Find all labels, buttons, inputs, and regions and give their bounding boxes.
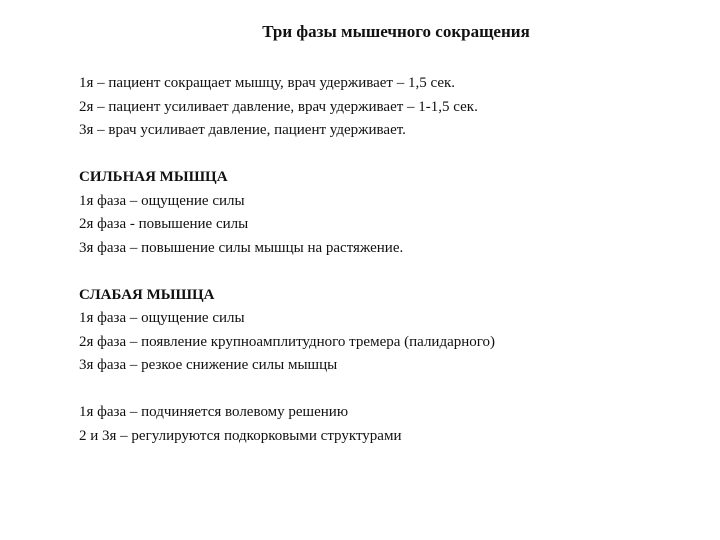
phase-line-3: 3я – врач усиливает давление, пациент удерживает. <box>79 122 406 138</box>
spacer <box>79 378 699 402</box>
regulation-line-2: 2 и 3я – регулируются подкорковыми структурами <box>79 427 402 444</box>
regulation-line-1: 1я фаза – подчиняется волевому решению <box>79 404 349 420</box>
phase-line-2: 2я – пациент усиливает давление, врач удерживает – 1-1,5 сек. <box>79 98 478 115</box>
phases-list <box>79 72 699 143</box>
page-title: Три фазы мышечного сокращения <box>262 22 530 41</box>
strong-muscle-section <box>79 166 699 260</box>
weak-phase-3: 3я фаза – резкое снижение силы мышцы <box>79 357 338 373</box>
strong-phase-2: 2я фаза - повышение силы <box>79 216 249 232</box>
strong-phase-1: 1я фаза – ощущение силы <box>79 192 245 209</box>
weak-phase-2: 2я фаза – появление крупноамплитудного тремера (палидарного) <box>79 333 496 350</box>
strong-muscle-heading: СИЛЬНАЯ МЫШЦА <box>79 169 228 185</box>
weak-muscle-section <box>79 284 699 378</box>
document-body <box>79 72 699 448</box>
regulation-section <box>79 401 699 448</box>
weak-phase-1: 1я фаза – ощущение силы <box>79 310 245 326</box>
phase-line-1: 1я – пациент сокращает мышцу, врач удерживает – 1,5 сек. <box>79 75 456 91</box>
weak-muscle-heading: СЛАБАЯ МЫШЦА <box>79 286 215 303</box>
strong-phase-3: 3я фаза – повышение силы мышцы на растяжение. <box>79 239 404 256</box>
spacer <box>79 143 699 167</box>
spacer <box>79 260 699 284</box>
